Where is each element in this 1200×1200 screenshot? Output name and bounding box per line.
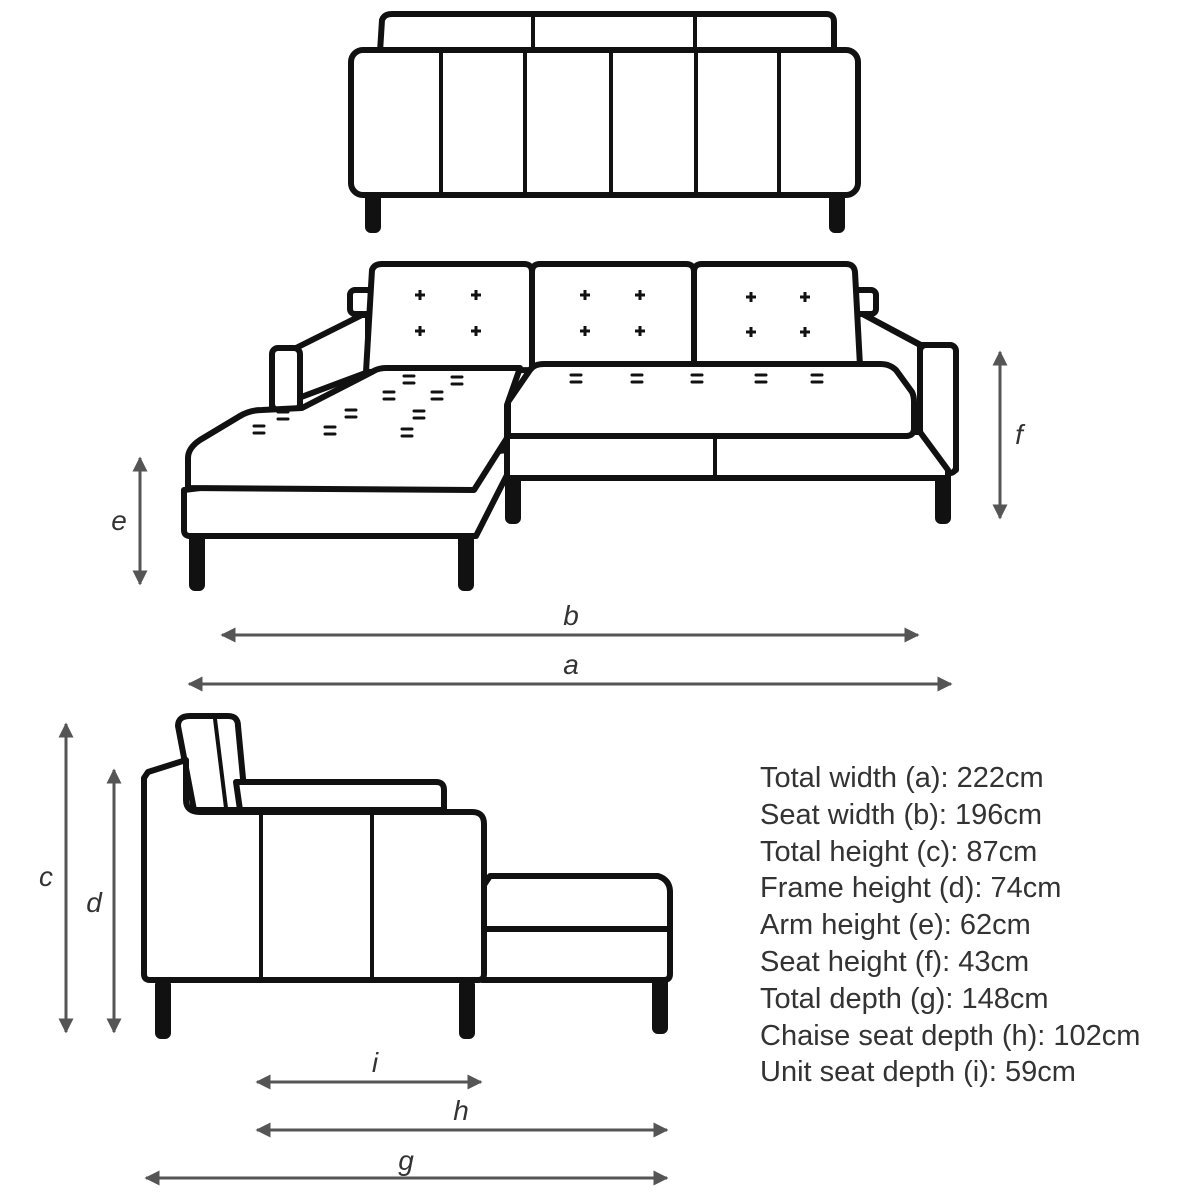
back-cushion-right — [694, 264, 860, 366]
sofa-side-view — [144, 716, 670, 1038]
back-cushion-middle — [532, 264, 694, 366]
dimension-label-g: g — [398, 1145, 414, 1176]
dimension-spec-list — [760, 760, 1140, 1091]
spec-unit-seat-depth: Unit seat depth (i): 59cm — [760, 1056, 1076, 1089]
back-cushion-left — [366, 264, 532, 372]
dimension-label-d: d — [86, 887, 102, 918]
dimension-label-h: h — [453, 1095, 469, 1126]
dimension-label-i: i — [371, 1047, 379, 1078]
chaise-cushion — [188, 368, 520, 490]
sofa-back-view — [351, 14, 858, 232]
spec-total-height: Total height (c): 87cm — [760, 835, 1038, 868]
back-view-body — [351, 50, 858, 195]
spec-frame-height: Frame height (d): 74cm — [760, 872, 1062, 905]
spec-total-depth: Total depth (g): 148cm — [760, 982, 1049, 1015]
spec-chaise-seat-depth: Chaise seat depth (h): 102cm — [760, 1019, 1141, 1052]
side-leg-3 — [653, 975, 667, 1033]
front-leg-2 — [459, 532, 473, 590]
spec-seat-width: Seat width (b): 196cm — [760, 798, 1043, 831]
side-leg-2 — [460, 980, 474, 1038]
front-leg-3 — [506, 475, 520, 523]
dimension-label-f: f — [1015, 419, 1023, 450]
spec-total-width: Total width (a): 222cm — [760, 762, 1044, 794]
main-seat-cushion — [508, 364, 914, 436]
dimension-label-c: c — [39, 861, 53, 892]
dimension-label-b: b — [563, 600, 579, 631]
sofa-front-view — [184, 264, 956, 590]
spec-seat-height: Seat height (f): 43cm — [760, 945, 1030, 978]
spec-arm-height: Arm height (e): 62cm — [760, 909, 1031, 942]
front-leg-4 — [936, 475, 950, 523]
side-leg-1 — [156, 980, 170, 1038]
dimension-label-e: e — [111, 505, 127, 536]
front-leg-1 — [190, 532, 204, 590]
dimension-label-a: a — [563, 649, 579, 680]
